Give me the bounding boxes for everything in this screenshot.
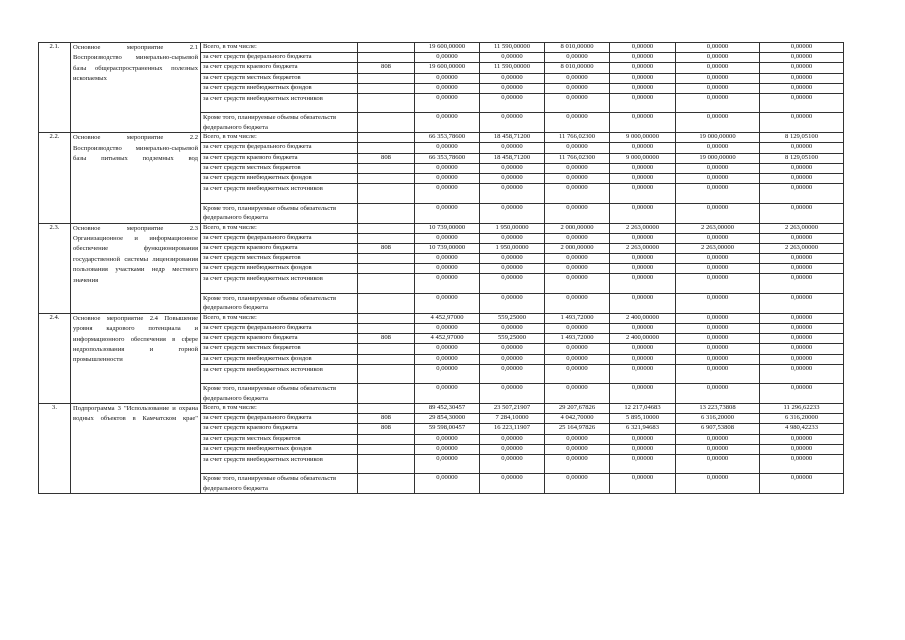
measure-name: Основное мероприятие 2.2 Воспроизводство минерально-сырьевой базы питьевых подземных вод [71, 133, 201, 223]
funding-source: за счет средств внебюджетных фондов [201, 444, 358, 454]
amount-cell: 6 316,20000 [676, 414, 760, 424]
amount-cell: 0,00000 [480, 53, 545, 63]
amount-cell: 0,00000 [610, 354, 676, 364]
table-row [39, 133, 844, 143]
funding-source: за счет средств внебюджетных фондов [201, 83, 358, 93]
amount-cell: 1 493,72000 [545, 313, 610, 323]
amount-cell: 19 000,00000 [676, 153, 760, 163]
amount-cell: 0,00000 [676, 163, 760, 173]
funding-source: за счет средств краевого бюджета [201, 334, 358, 344]
amount-cell: 0,00000 [760, 53, 844, 63]
measure-name: Основное мероприятие 2.3 Организационное и информационное обеспечение функционирования государственной системы лицензирования пользования участками недр местного значения [71, 223, 201, 313]
amount-cell: 0,00000 [480, 434, 545, 444]
funding-source: за счет средств федерального бюджета [201, 143, 358, 153]
budget-code [358, 174, 415, 184]
amount-cell: 0,00000 [545, 384, 610, 404]
amount-cell: 0,00000 [610, 384, 676, 404]
budget-code [358, 364, 415, 384]
amount-cell: 0,00000 [760, 344, 844, 354]
amount-cell: 0,00000 [610, 274, 676, 294]
measure-name: Основное мероприятие 2.1 Воспроизводство минерально-сырьевой базы общераспространенных полезных ископаемых [71, 43, 201, 133]
amount-cell: 0,00000 [415, 454, 480, 474]
amount-cell: 8 010,00000 [545, 63, 610, 73]
amount-cell: 0,00000 [676, 143, 760, 153]
funding-source: Всего, в том числе: [201, 404, 358, 414]
amount-cell: 0,00000 [415, 233, 480, 243]
amount-cell: 0,00000 [760, 384, 844, 404]
amount-cell: 0,00000 [760, 293, 844, 313]
amount-cell: 11 590,00000 [480, 43, 545, 53]
budget-code: 808 [358, 424, 415, 434]
budget-code [358, 133, 415, 143]
amount-cell: 0,00000 [480, 174, 545, 184]
amount-cell: 0,00000 [676, 434, 760, 444]
funding-source: за счет средств местных бюджетов [201, 73, 358, 83]
amount-cell: 0,00000 [480, 364, 545, 384]
amount-cell: 2 263,00000 [676, 243, 760, 253]
amount-cell: 0,00000 [676, 184, 760, 204]
amount-cell: 18 458,71200 [480, 153, 545, 163]
amount-cell: 0,00000 [676, 274, 760, 294]
amount-cell: 0,00000 [760, 364, 844, 384]
amount-cell: 11 766,02300 [545, 153, 610, 163]
amount-cell: 0,00000 [676, 113, 760, 133]
amount-cell: 0,00000 [676, 334, 760, 344]
amount-cell: 0,00000 [610, 163, 676, 173]
amount-cell: 4 980,42233 [760, 424, 844, 434]
amount-cell: 0,00000 [415, 143, 480, 153]
amount-cell: 19 000,00000 [676, 133, 760, 143]
amount-cell: 0,00000 [545, 113, 610, 133]
amount-cell: 2 263,00000 [676, 223, 760, 233]
funding-source: за счет средств местных бюджетов [201, 254, 358, 264]
amount-cell: 0,00000 [676, 174, 760, 184]
amount-cell: 0,00000 [415, 203, 480, 223]
funding-source: за счет средств внебюджетных фондов [201, 174, 358, 184]
amount-cell: 0,00000 [480, 184, 545, 204]
amount-cell: 89 452,30457 [415, 404, 480, 414]
budget-code [358, 163, 415, 173]
amount-cell: 0,00000 [415, 384, 480, 404]
amount-cell: 0,00000 [480, 444, 545, 454]
amount-cell: 0,00000 [545, 274, 610, 294]
amount-cell: 0,00000 [760, 454, 844, 474]
amount-cell: 0,00000 [760, 274, 844, 294]
table-row [39, 404, 844, 414]
funding-source: Всего, в том числе: [201, 313, 358, 323]
amount-cell: 29 207,67826 [545, 404, 610, 414]
amount-cell: 0,00000 [610, 143, 676, 153]
funding-source: за счет средств внебюджетных источников [201, 184, 358, 204]
amount-cell: 0,00000 [480, 233, 545, 243]
table-row [39, 313, 844, 323]
amount-cell: 0,00000 [610, 454, 676, 474]
amount-cell: 0,00000 [480, 254, 545, 264]
amount-cell: 0,00000 [480, 143, 545, 153]
budget-code [358, 323, 415, 333]
funding-source: за счет средств федерального бюджета [201, 414, 358, 424]
amount-cell: 66 353,78600 [415, 133, 480, 143]
amount-cell: 10 739,00000 [415, 243, 480, 253]
funding-source: за счет средств внебюджетных фондов [201, 264, 358, 274]
funding-source: Всего, в том числе: [201, 133, 358, 143]
funding-source: Всего, в том числе: [201, 223, 358, 233]
amount-cell: 66 353,78600 [415, 153, 480, 163]
amount-cell: 0,00000 [480, 274, 545, 294]
budget-code [358, 354, 415, 364]
amount-cell: 0,00000 [676, 474, 760, 494]
budget-code [358, 313, 415, 323]
funding-source: Всего, в том числе: [201, 43, 358, 53]
budget-code [358, 143, 415, 153]
funding-source: Кроме того, планируемые объемы обязательств федерального бюджета [201, 384, 358, 404]
amount-cell: 1 950,00000 [480, 223, 545, 233]
amount-cell: 0,00000 [760, 444, 844, 454]
budget-code [358, 73, 415, 83]
amount-cell: 0,00000 [545, 434, 610, 444]
amount-cell: 0,00000 [545, 143, 610, 153]
funding-source: за счет средств краевого бюджета [201, 243, 358, 253]
amount-cell: 0,00000 [676, 313, 760, 323]
amount-cell: 12 217,04683 [610, 404, 676, 414]
amount-cell: 0,00000 [480, 83, 545, 93]
budget-code [358, 444, 415, 454]
row-number: 2.2. [39, 133, 71, 223]
amount-cell: 0,00000 [760, 254, 844, 264]
amount-cell: 0,00000 [610, 264, 676, 274]
amount-cell: 559,25000 [480, 334, 545, 344]
amount-cell: 0,00000 [545, 444, 610, 454]
amount-cell: 13 223,73808 [676, 404, 760, 414]
amount-cell: 6 316,20000 [760, 414, 844, 424]
amount-cell: 0,00000 [545, 93, 610, 113]
amount-cell: 0,00000 [760, 233, 844, 243]
amount-cell: 0,00000 [610, 474, 676, 494]
amount-cell: 0,00000 [415, 434, 480, 444]
amount-cell: 0,00000 [545, 254, 610, 264]
funding-source: Кроме того, планируемые объемы обязательств федерального бюджета [201, 113, 358, 133]
amount-cell: 9 000,00000 [610, 153, 676, 163]
budget-code [358, 203, 415, 223]
amount-cell: 0,00000 [610, 364, 676, 384]
amount-cell: 0,00000 [545, 174, 610, 184]
funding-source: за счет средств краевого бюджета [201, 424, 358, 434]
budget-code: 808 [358, 153, 415, 163]
amount-cell: 0,00000 [480, 293, 545, 313]
funding-source: за счет средств краевого бюджета [201, 153, 358, 163]
amount-cell: 18 458,71200 [480, 133, 545, 143]
amount-cell: 16 223,11907 [480, 424, 545, 434]
amount-cell: 0,00000 [610, 93, 676, 113]
amount-cell: 0,00000 [480, 73, 545, 83]
amount-cell: 0,00000 [415, 293, 480, 313]
budget-code [358, 113, 415, 133]
funding-source: за счет средств местных бюджетов [201, 434, 358, 444]
amount-cell: 0,00000 [545, 163, 610, 173]
amount-cell: 0,00000 [760, 184, 844, 204]
funding-source: за счет средств федерального бюджета [201, 233, 358, 243]
amount-cell: 0,00000 [415, 323, 480, 333]
budget-code [358, 264, 415, 274]
funding-source: за счет средств местных бюджетов [201, 163, 358, 173]
amount-cell: 0,00000 [610, 434, 676, 444]
budget-code [358, 384, 415, 404]
row-number: 2.3. [39, 223, 71, 313]
funding-source: за счет средств внебюджетных источников [201, 364, 358, 384]
budget-code [358, 454, 415, 474]
amount-cell: 0,00000 [610, 444, 676, 454]
budget-code: 808 [358, 414, 415, 424]
amount-cell: 0,00000 [415, 93, 480, 113]
budget-code [358, 233, 415, 243]
amount-cell: 0,00000 [480, 323, 545, 333]
amount-cell: 0,00000 [415, 254, 480, 264]
amount-cell: 0,00000 [545, 83, 610, 93]
amount-cell: 0,00000 [676, 323, 760, 333]
amount-cell: 2 263,00000 [760, 223, 844, 233]
amount-cell: 59 598,00457 [415, 424, 480, 434]
amount-cell: 0,00000 [760, 474, 844, 494]
amount-cell: 0,00000 [676, 354, 760, 364]
funding-source: за счет средств внебюджетных источников [201, 274, 358, 294]
amount-cell: 0,00000 [545, 323, 610, 333]
amount-cell: 0,00000 [760, 43, 844, 53]
amount-cell: 0,00000 [415, 174, 480, 184]
amount-cell: 0,00000 [760, 93, 844, 113]
amount-cell: 8 129,05100 [760, 133, 844, 143]
budget-code [358, 43, 415, 53]
amount-cell: 8 129,05100 [760, 153, 844, 163]
amount-cell: 0,00000 [676, 444, 760, 454]
amount-cell: 10 739,00000 [415, 223, 480, 233]
amount-cell: 0,00000 [676, 454, 760, 474]
amount-cell: 0,00000 [676, 254, 760, 264]
amount-cell: 0,00000 [676, 73, 760, 83]
amount-cell: 0,00000 [676, 63, 760, 73]
amount-cell: 0,00000 [676, 93, 760, 113]
budget-code [358, 434, 415, 444]
amount-cell: 0,00000 [610, 73, 676, 83]
row-number: 3. [39, 404, 71, 494]
amount-cell: 0,00000 [545, 233, 610, 243]
measure-name: Основное мероприятие 2.4 Повышение уровня кадрового потенциала и информационного обеспечения в сфере недропользования и горной промышленности [71, 313, 201, 403]
amount-cell: 0,00000 [676, 83, 760, 93]
amount-cell: 0,00000 [415, 73, 480, 83]
amount-cell: 0,00000 [545, 474, 610, 494]
amount-cell: 0,00000 [545, 293, 610, 313]
amount-cell: 0,00000 [545, 344, 610, 354]
amount-cell: 11 590,00000 [480, 63, 545, 73]
amount-cell: 0,00000 [676, 293, 760, 313]
amount-cell: 0,00000 [610, 293, 676, 313]
amount-cell: 2 263,00000 [760, 243, 844, 253]
amount-cell: 0,00000 [676, 364, 760, 384]
amount-cell: 0,00000 [545, 454, 610, 474]
budget-code: 808 [358, 334, 415, 344]
amount-cell: 4 452,97000 [415, 334, 480, 344]
amount-cell: 0,00000 [760, 334, 844, 344]
amount-cell: 1 493,72000 [545, 334, 610, 344]
budget-code: 808 [358, 243, 415, 253]
amount-cell: 0,00000 [610, 184, 676, 204]
amount-cell: 0,00000 [415, 184, 480, 204]
table-row [39, 43, 844, 53]
amount-cell: 0,00000 [480, 344, 545, 354]
amount-cell: 2 000,00000 [545, 223, 610, 233]
amount-cell: 19 600,00000 [415, 43, 480, 53]
funding-source: за счет средств внебюджетных фондов [201, 354, 358, 364]
amount-cell: 0,00000 [480, 384, 545, 404]
amount-cell: 0,00000 [760, 434, 844, 444]
table-body [39, 43, 844, 494]
amount-cell: 0,00000 [676, 384, 760, 404]
amount-cell: 2 400,00000 [610, 334, 676, 344]
amount-cell: 0,00000 [545, 264, 610, 274]
amount-cell: 1 950,00000 [480, 243, 545, 253]
budget-code [358, 404, 415, 414]
amount-cell: 0,00000 [610, 63, 676, 73]
measure-name: Подпрограмма 3 "Использование и охрана водных объектов в Камчатском крае" [71, 404, 201, 494]
amount-cell: 0,00000 [480, 454, 545, 474]
amount-cell: 2 263,00000 [610, 243, 676, 253]
budget-code [358, 254, 415, 264]
budget-code: 808 [358, 63, 415, 73]
amount-cell: 0,00000 [545, 73, 610, 83]
amount-cell: 0,00000 [415, 163, 480, 173]
amount-cell: 0,00000 [610, 113, 676, 133]
amount-cell: 0,00000 [545, 364, 610, 384]
funding-source: за счет средств внебюджетных источников [201, 454, 358, 474]
budget-code [358, 274, 415, 294]
funding-source: за счет средств краевого бюджета [201, 63, 358, 73]
amount-cell: 559,25000 [480, 313, 545, 323]
amount-cell: 8 010,00000 [545, 43, 610, 53]
amount-cell: 0,00000 [480, 354, 545, 364]
amount-cell: 0,00000 [545, 184, 610, 204]
funding-source: за счет средств федерального бюджета [201, 323, 358, 333]
amount-cell: 0,00000 [760, 83, 844, 93]
amount-cell: 0,00000 [610, 323, 676, 333]
amount-cell: 0,00000 [676, 53, 760, 63]
amount-cell: 0,00000 [610, 83, 676, 93]
amount-cell: 2 000,00000 [545, 243, 610, 253]
table-row [39, 223, 844, 233]
amount-cell: 0,00000 [545, 354, 610, 364]
funding-source: за счет средств федерального бюджета [201, 53, 358, 63]
budget-code [358, 53, 415, 63]
amount-cell: 2 263,00000 [610, 223, 676, 233]
amount-cell: 0,00000 [760, 323, 844, 333]
amount-cell: 0,00000 [760, 264, 844, 274]
amount-cell: 0,00000 [760, 163, 844, 173]
budget-code [358, 83, 415, 93]
amount-cell: 0,00000 [480, 474, 545, 494]
amount-cell: 0,00000 [415, 344, 480, 354]
budget-code [358, 344, 415, 354]
amount-cell: 0,00000 [415, 83, 480, 93]
amount-cell: 23 507,21907 [480, 404, 545, 414]
row-number: 2.1. [39, 43, 71, 133]
funding-source: за счет средств местных бюджетов [201, 344, 358, 354]
amount-cell: 0,00000 [610, 174, 676, 184]
amount-cell: 7 284,10000 [480, 414, 545, 424]
amount-cell: 6 907,53808 [676, 424, 760, 434]
amount-cell: 0,00000 [415, 264, 480, 274]
amount-cell: 2 400,00000 [610, 313, 676, 323]
amount-cell: 0,00000 [610, 43, 676, 53]
amount-cell: 0,00000 [415, 354, 480, 364]
amount-cell: 0,00000 [676, 203, 760, 223]
amount-cell: 4 042,70000 [545, 414, 610, 424]
amount-cell: 0,00000 [610, 254, 676, 264]
amount-cell: 0,00000 [760, 73, 844, 83]
financing-table [38, 42, 844, 494]
amount-cell: 0,00000 [760, 113, 844, 133]
amount-cell: 0,00000 [480, 264, 545, 274]
amount-cell: 0,00000 [545, 203, 610, 223]
amount-cell: 0,00000 [415, 364, 480, 384]
amount-cell: 0,00000 [415, 474, 480, 494]
amount-cell: 0,00000 [415, 444, 480, 454]
amount-cell: 5 895,10000 [610, 414, 676, 424]
funding-source: за счет средств внебюджетных источников [201, 93, 358, 113]
amount-cell: 0,00000 [610, 53, 676, 63]
amount-cell: 0,00000 [760, 63, 844, 73]
amount-cell: 11 296,62233 [760, 404, 844, 414]
row-number: 2.4. [39, 313, 71, 403]
amount-cell: 0,00000 [415, 113, 480, 133]
amount-cell: 11 766,02300 [545, 133, 610, 143]
funding-source: Кроме того, планируемые объемы обязательств федерального бюджета [201, 203, 358, 223]
amount-cell: 0,00000 [760, 203, 844, 223]
amount-cell: 0,00000 [610, 233, 676, 243]
amount-cell: 9 000,00000 [610, 133, 676, 143]
amount-cell: 29 854,30000 [415, 414, 480, 424]
amount-cell: 0,00000 [415, 274, 480, 294]
budget-code [358, 474, 415, 494]
amount-cell: 0,00000 [760, 174, 844, 184]
budget-code [358, 293, 415, 313]
amount-cell: 0,00000 [760, 313, 844, 323]
amount-cell: 19 600,00000 [415, 63, 480, 73]
funding-source: Кроме того, планируемые объемы обязательств федерального бюджета [201, 293, 358, 313]
amount-cell: 0,00000 [480, 113, 545, 133]
amount-cell: 0,00000 [610, 203, 676, 223]
amount-cell: 0,00000 [676, 43, 760, 53]
amount-cell: 6 321,94683 [610, 424, 676, 434]
amount-cell: 0,00000 [676, 233, 760, 243]
amount-cell: 0,00000 [610, 344, 676, 354]
amount-cell: 4 452,97000 [415, 313, 480, 323]
amount-cell: 0,00000 [545, 53, 610, 63]
amount-cell: 0,00000 [676, 344, 760, 354]
amount-cell: 0,00000 [760, 354, 844, 364]
budget-code [358, 93, 415, 113]
amount-cell: 0,00000 [480, 163, 545, 173]
amount-cell: 0,00000 [480, 93, 545, 113]
funding-source: Кроме того, планируемые объемы обязательств федерального бюджета [201, 474, 358, 494]
budget-code [358, 184, 415, 204]
amount-cell: 0,00000 [676, 264, 760, 274]
budget-code [358, 223, 415, 233]
amount-cell: 0,00000 [760, 143, 844, 153]
amount-cell: 0,00000 [480, 203, 545, 223]
amount-cell: 0,00000 [415, 53, 480, 63]
amount-cell: 25 164,97826 [545, 424, 610, 434]
